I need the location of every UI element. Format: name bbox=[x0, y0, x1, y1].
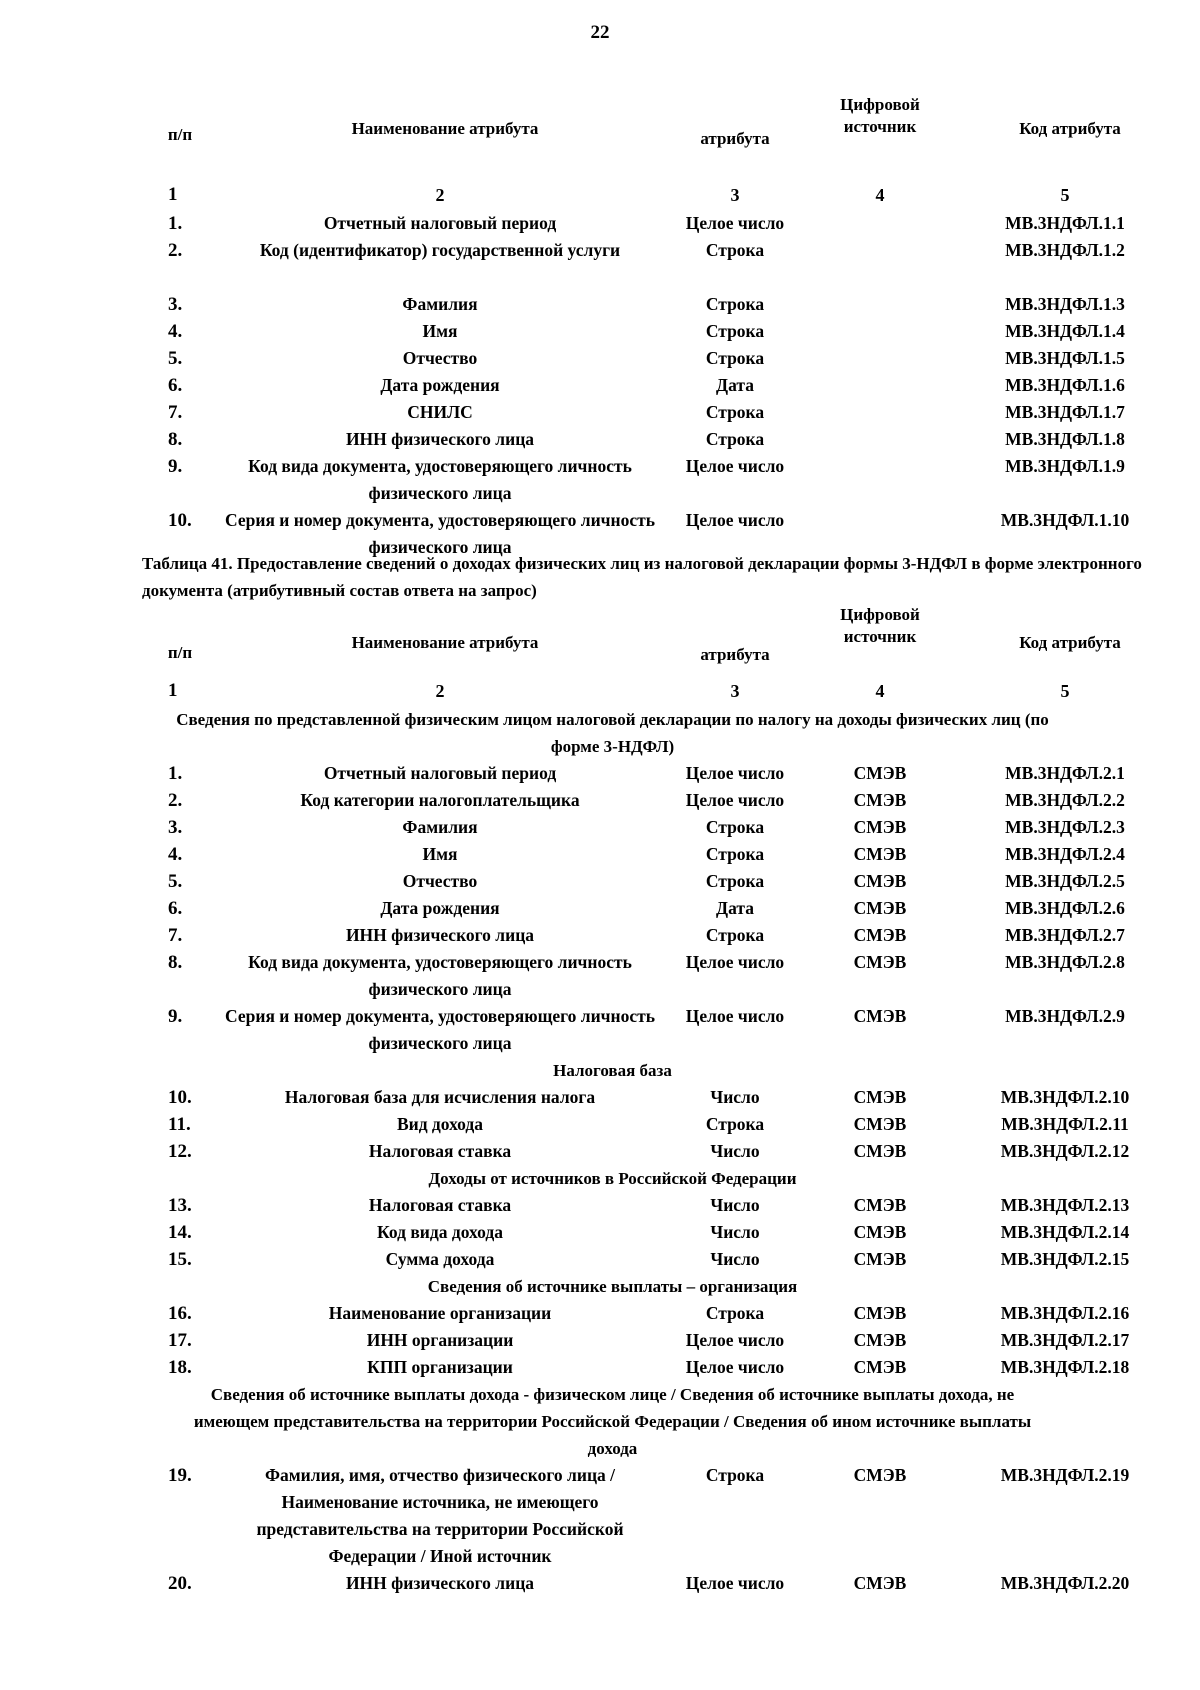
attribute-type: Строка bbox=[705, 240, 765, 260]
attribute-name: Код (идентификатор) государственной услуги bbox=[259, 240, 621, 260]
attribute-code: МВ.3НДФЛ.2.8 bbox=[1005, 952, 1125, 972]
digital-source: СМЭВ bbox=[853, 1087, 907, 1107]
attribute-name: Дата рождения bbox=[380, 375, 500, 395]
attribute-code: МВ.3НДФЛ.2.3 bbox=[1005, 817, 1125, 837]
digital-source: СМЭВ bbox=[853, 1006, 907, 1026]
attribute-code: МВ.3НДФЛ.1.1 bbox=[1005, 213, 1125, 233]
digital-source: СМЭВ bbox=[853, 1330, 907, 1350]
table-row bbox=[0, 760, 1200, 787]
attribute-type: Целое число bbox=[685, 456, 785, 476]
row-number: 16. bbox=[168, 1303, 192, 1324]
row-number: 6. bbox=[168, 375, 183, 396]
attribute-type: Целое число bbox=[685, 1573, 785, 1593]
table-1-body bbox=[0, 210, 1200, 561]
attribute-type: Строка bbox=[705, 402, 765, 422]
attribute-name: Имя bbox=[422, 844, 458, 864]
digital-source: СМЭВ bbox=[853, 1465, 907, 1485]
attribute-type: Дата bbox=[716, 898, 754, 918]
digital-source: СМЭВ bbox=[853, 952, 907, 972]
attribute-code: МВ.3НДФЛ.2.14 bbox=[1000, 1222, 1130, 1242]
attribute-name: Налоговая база для исчисления налога bbox=[284, 1087, 596, 1107]
attribute-code: МВ.3НДФЛ.2.16 bbox=[1000, 1303, 1130, 1323]
attribute-type: Число bbox=[710, 1249, 760, 1269]
attribute-code: МВ.3НДФЛ.1.7 bbox=[1005, 402, 1125, 422]
header-col5: Код атрибута bbox=[1019, 119, 1121, 138]
attribute-name: СНИЛС bbox=[407, 402, 473, 422]
digital-source: СМЭВ bbox=[853, 898, 907, 918]
attribute-type: Целое число bbox=[685, 1330, 785, 1350]
attribute-name: Серия и номер документа, удостоверяющего личность физического лица bbox=[225, 510, 655, 557]
row-number: 6. bbox=[168, 898, 183, 919]
row-number: 8. bbox=[168, 429, 183, 450]
table-row bbox=[0, 1003, 1200, 1057]
attribute-code: МВ.3НДФЛ.2.12 bbox=[1000, 1141, 1130, 1161]
header-col1: п/п bbox=[167, 643, 193, 662]
header-col4: Цифровой источник bbox=[840, 95, 920, 136]
attribute-name: Вид дохода bbox=[396, 1114, 484, 1134]
attribute-type: Строка bbox=[705, 1114, 765, 1134]
digital-source: СМЭВ bbox=[853, 1303, 907, 1323]
attribute-type: Строка bbox=[705, 321, 765, 341]
table-1-header bbox=[0, 88, 1200, 180]
attribute-name: Код категории налогоплательщика bbox=[300, 790, 580, 810]
attribute-code: МВ.3НДФЛ.1.2 bbox=[1005, 240, 1125, 260]
row-number: 4. bbox=[168, 321, 183, 342]
digital-source: СМЭВ bbox=[853, 925, 907, 945]
row-number: 13. bbox=[168, 1195, 192, 1216]
digital-source: СМЭВ bbox=[853, 1573, 907, 1593]
colnum: 2 bbox=[435, 681, 445, 701]
attribute-type: Целое число bbox=[685, 1357, 785, 1377]
attribute-name: Сумма дохода bbox=[385, 1249, 495, 1269]
colnum: 4 bbox=[875, 681, 885, 701]
digital-source: СМЭВ bbox=[853, 844, 907, 864]
attribute-type: Число bbox=[710, 1087, 760, 1107]
attribute-type: Число bbox=[710, 1195, 760, 1215]
section-heading: Сведения об источнике выплаты дохода - физическом лице / Сведения об источнике выплаты дохода, не имеющем представительства на территории Российской Федерации / Сведения об ином источнике выплаты дохода bbox=[193, 1385, 1032, 1458]
attribute-name: Наименование организации bbox=[328, 1303, 552, 1323]
table-2-header bbox=[0, 598, 1200, 676]
row-number: 10. bbox=[168, 1087, 192, 1108]
attribute-code: МВ.3НДФЛ.2.11 bbox=[1001, 1114, 1129, 1134]
table-row bbox=[0, 1246, 1200, 1273]
row-number: 9. bbox=[168, 1006, 183, 1027]
digital-source: СМЭВ bbox=[853, 1141, 907, 1161]
attribute-name: Имя bbox=[422, 321, 458, 341]
table-row bbox=[0, 1462, 1200, 1570]
attribute-code: МВ.3НДФЛ.2.19 bbox=[1000, 1465, 1130, 1485]
table-row bbox=[0, 841, 1200, 868]
table-row bbox=[0, 318, 1200, 345]
attribute-name: Налоговая ставка bbox=[368, 1141, 512, 1161]
attribute-code: МВ.3НДФЛ.2.20 bbox=[1000, 1573, 1130, 1593]
attribute-name: Фамилия bbox=[402, 817, 478, 837]
attribute-code: МВ.3НДФЛ.1.6 bbox=[1005, 375, 1125, 395]
colnum: 4 bbox=[875, 185, 885, 205]
table-row bbox=[0, 291, 1200, 318]
row-number: 1. bbox=[168, 213, 183, 234]
section-heading: Налоговая база bbox=[553, 1061, 672, 1080]
header-col3: атрибута bbox=[700, 129, 770, 148]
row-number: 20. bbox=[168, 1573, 192, 1594]
attribute-type: Строка bbox=[705, 844, 765, 864]
header-col3: атрибута bbox=[700, 645, 770, 664]
table-row bbox=[0, 453, 1200, 507]
attribute-name: Код вида дохода bbox=[377, 1222, 503, 1242]
table-row bbox=[0, 787, 1200, 814]
attribute-code: МВ.3НДФЛ.2.6 bbox=[1005, 898, 1125, 918]
attribute-type: Целое число bbox=[685, 790, 785, 810]
attribute-type: Строка bbox=[705, 294, 765, 314]
digital-source: СМЭВ bbox=[853, 1357, 907, 1377]
colnum: 3 bbox=[730, 185, 740, 205]
row-number: 5. bbox=[168, 871, 183, 892]
attribute-type: Дата bbox=[716, 375, 754, 395]
row-number: 7. bbox=[168, 925, 183, 946]
digital-source: СМЭВ bbox=[853, 817, 907, 837]
row-number: 10. bbox=[168, 510, 192, 531]
attribute-code: МВ.3НДФЛ.2.18 bbox=[1000, 1357, 1130, 1377]
row-number: 4. bbox=[168, 844, 183, 865]
attribute-type: Строка bbox=[705, 429, 765, 449]
attribute-type: Целое число bbox=[685, 952, 785, 972]
attribute-code: МВ.3НДФЛ.2.1 bbox=[1005, 763, 1125, 783]
attribute-name: Код вида документа, удостоверяющего личность физического лица bbox=[248, 952, 632, 999]
table-row bbox=[0, 1192, 1200, 1219]
row-number: 9. bbox=[168, 456, 183, 477]
table-row bbox=[0, 922, 1200, 949]
attribute-name: Фамилия, имя, отчество физического лица / Наименование источника, не имеющего представительства на территории Российской Федерации / Иной источник bbox=[256, 1465, 624, 1566]
attribute-type: Строка bbox=[705, 925, 765, 945]
colnum: 5 bbox=[1060, 681, 1070, 701]
row-number: 2. bbox=[168, 790, 183, 811]
digital-source: СМЭВ bbox=[853, 1222, 907, 1242]
header-col4: Цифровой источник bbox=[840, 605, 920, 646]
attribute-type: Целое число bbox=[685, 763, 785, 783]
header-col2: Наименование атрибута bbox=[351, 119, 539, 138]
attribute-code: МВ.3НДФЛ.1.10 bbox=[1000, 510, 1130, 530]
table-row bbox=[0, 1354, 1200, 1381]
table-row bbox=[0, 426, 1200, 453]
section-heading: Доходы от источников в Российской Федерации bbox=[428, 1169, 797, 1188]
row-number: 3. bbox=[168, 817, 183, 838]
page-number: 22 bbox=[590, 22, 610, 43]
row-number: 8. bbox=[168, 952, 183, 973]
attribute-code: МВ.3НДФЛ.1.8 bbox=[1005, 429, 1125, 449]
attribute-name: ИНН физического лица bbox=[345, 429, 535, 449]
attribute-name: Дата рождения bbox=[380, 898, 500, 918]
attribute-code: МВ.3НДФЛ.2.5 bbox=[1005, 871, 1125, 891]
attribute-code: МВ.3НДФЛ.1.3 bbox=[1005, 294, 1125, 314]
col-numbers-row bbox=[0, 180, 1200, 210]
table-row bbox=[0, 1300, 1200, 1327]
digital-source: СМЭВ bbox=[853, 1195, 907, 1215]
col-numbers-row bbox=[0, 676, 1200, 706]
attribute-code: МВ.3НДФЛ.1.4 bbox=[1005, 321, 1125, 341]
attribute-code: МВ.3НДФЛ.1.5 bbox=[1005, 348, 1125, 368]
table-1 bbox=[0, 88, 1200, 561]
attribute-name: КПП организации bbox=[367, 1357, 513, 1377]
row-number: 14. bbox=[168, 1222, 192, 1243]
header-col5: Код атрибута bbox=[1019, 633, 1121, 652]
attribute-name: Отчетный налоговый период bbox=[323, 763, 557, 783]
colnum: 2 bbox=[435, 185, 445, 205]
attribute-type: Целое число bbox=[685, 1006, 785, 1026]
table-row bbox=[0, 1570, 1200, 1597]
row-number: 11. bbox=[168, 1114, 191, 1135]
table-row bbox=[0, 868, 1200, 895]
table-row bbox=[0, 399, 1200, 426]
table-row bbox=[0, 1138, 1200, 1165]
table-2 bbox=[0, 598, 1200, 1597]
attribute-code: МВ.3НДФЛ.2.10 bbox=[1000, 1087, 1130, 1107]
table-row bbox=[0, 210, 1200, 237]
attribute-type: Число bbox=[710, 1222, 760, 1242]
colnum: 3 bbox=[730, 681, 740, 701]
digital-source: СМЭВ bbox=[853, 763, 907, 783]
row-number: 2. bbox=[168, 240, 183, 261]
row-number: 7. bbox=[168, 402, 183, 423]
row-number: 3. bbox=[168, 294, 183, 315]
header-col2: Наименование атрибута bbox=[351, 633, 539, 652]
row-number: 15. bbox=[168, 1249, 192, 1270]
section-heading: Сведения об источнике выплаты – организация bbox=[427, 1277, 798, 1296]
attribute-name: Код вида документа, удостоверяющего личность физического лица bbox=[248, 456, 632, 503]
attribute-code: МВ.3НДФЛ.2.7 bbox=[1005, 925, 1125, 945]
attribute-type: Целое число bbox=[685, 213, 785, 233]
attribute-type: Целое число bbox=[685, 510, 785, 530]
attribute-name: Фамилия bbox=[402, 294, 478, 314]
attribute-type: Число bbox=[710, 1141, 760, 1161]
attribute-type: Строка bbox=[705, 871, 765, 891]
row-number: 12. bbox=[168, 1141, 192, 1162]
section-heading: Сведения по представленной физическим лицом налоговой декларации по налогу на доходы физических лиц (по форме 3-НДФЛ) bbox=[176, 710, 1049, 756]
table-row bbox=[0, 1327, 1200, 1354]
colnum: 1 bbox=[168, 680, 178, 701]
colnum: 1 bbox=[168, 184, 178, 205]
row-number: 1. bbox=[168, 763, 183, 784]
table-2-caption: Таблица 41. Предоставление сведений о доходах физических лиц из налоговой декларации формы 3-НДФЛ в форме электронного документа (атрибутивный состав ответа на запрос) bbox=[142, 554, 1142, 600]
row-number: 5. bbox=[168, 348, 183, 369]
attribute-name: Отчетный налоговый период bbox=[323, 213, 557, 233]
attribute-name: Отчество bbox=[402, 871, 478, 891]
table-row bbox=[0, 345, 1200, 372]
digital-source: СМЭВ bbox=[853, 871, 907, 891]
attribute-name: Отчество bbox=[402, 348, 478, 368]
attribute-name: Налоговая ставка bbox=[368, 1195, 512, 1215]
attribute-code: МВ.3НДФЛ.2.4 bbox=[1005, 844, 1125, 864]
table-row bbox=[0, 372, 1200, 399]
attribute-code: МВ.3НДФЛ.1.9 bbox=[1005, 456, 1125, 476]
attribute-type: Строка bbox=[705, 817, 765, 837]
table-row bbox=[0, 1111, 1200, 1138]
table-2-body bbox=[0, 706, 1200, 1597]
attribute-code: МВ.3НДФЛ.2.2 bbox=[1005, 790, 1125, 810]
row-number: 18. bbox=[168, 1357, 192, 1378]
table-row bbox=[0, 814, 1200, 841]
colnum: 5 bbox=[1060, 185, 1070, 205]
row-number: 19. bbox=[168, 1465, 192, 1486]
attribute-name: Серия и номер документа, удостоверяющего личность физического лица bbox=[225, 1006, 655, 1053]
attribute-type: Строка bbox=[705, 348, 765, 368]
attribute-name: ИНН физического лица bbox=[345, 1573, 535, 1593]
attribute-type: Строка bbox=[705, 1303, 765, 1323]
table-row bbox=[0, 949, 1200, 1003]
table-row bbox=[0, 895, 1200, 922]
table-row bbox=[0, 1219, 1200, 1246]
header-col1: п/п bbox=[167, 125, 193, 144]
attribute-name: ИНН физического лица bbox=[345, 925, 535, 945]
table-row bbox=[0, 237, 1200, 291]
table-row bbox=[0, 1084, 1200, 1111]
digital-source: СМЭВ bbox=[853, 1114, 907, 1134]
digital-source: СМЭВ bbox=[853, 790, 907, 810]
attribute-code: МВ.3НДФЛ.2.9 bbox=[1005, 1006, 1125, 1026]
attribute-code: МВ.3НДФЛ.2.15 bbox=[1000, 1249, 1130, 1269]
attribute-code: МВ.3НДФЛ.2.13 bbox=[1000, 1195, 1130, 1215]
attribute-type: Строка bbox=[705, 1465, 765, 1485]
attribute-name: ИНН организации bbox=[366, 1330, 514, 1350]
row-number: 17. bbox=[168, 1330, 192, 1351]
attribute-code: МВ.3НДФЛ.2.17 bbox=[1000, 1330, 1130, 1350]
digital-source: СМЭВ bbox=[853, 1249, 907, 1269]
